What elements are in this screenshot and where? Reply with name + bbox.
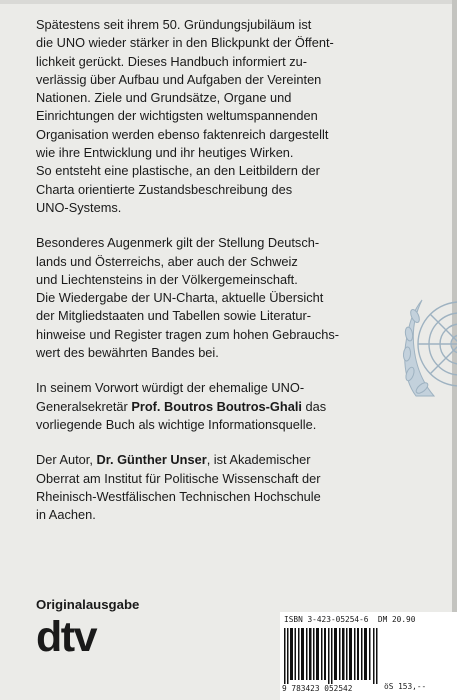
text-line: in Aachen. [36, 507, 96, 523]
text-line: und Liechtensteins in der Völkergemeinschaft. [36, 271, 298, 287]
edition-label: Originalausgabe [36, 597, 140, 612]
text-line: Nationen. Ziele und Grundsätze, Organe und [36, 90, 292, 106]
text-line: So entsteht eine plastische, an den Leitbildern der [36, 163, 320, 179]
blurb-paragraph-2 [36, 234, 436, 362]
blurb-text [36, 16, 436, 541]
text-run: Generalsekretär [36, 398, 132, 414]
isbn-line [284, 615, 415, 624]
isbn-label: ISBN 3-423-05254-6 [284, 615, 369, 624]
text-line: Einrichtungen der wichtigsten weltumspannenden [36, 108, 318, 124]
text-line: UNO-Systems. [36, 199, 122, 215]
blurb-paragraph-4 [36, 451, 436, 524]
text-line: wie ihre Entwicklung und ihr heutiges Wirken. [36, 145, 294, 161]
text-line: Oberrat am Institut für Politische Wissenschaft der [36, 470, 321, 486]
author-name: Dr. Günther Unser [96, 452, 207, 468]
dtv-logo: dtv [36, 613, 96, 661]
text-line: lands und Österreichs, aber auch der Schweiz [36, 253, 298, 269]
text-run: das [301, 398, 327, 414]
barcode-icon [282, 628, 380, 684]
text-line: Organisation werden ebenso faktenreich dargestellt [36, 126, 329, 142]
text-run: , ist Akademischer [206, 452, 311, 468]
text-line: Besonderes Augenmerk gilt der Stellung Deutsch- [36, 235, 320, 251]
text-line: Spätestens seit ihrem 50. Gründungsjubiläum ist [36, 17, 312, 32]
price-code: öS 153,-- [384, 682, 427, 691]
text-line: lichkeit gerückt. Dieses Handbuch informiert zu- [36, 53, 307, 69]
un-emblem-graphic [398, 268, 457, 420]
text-line: verlässig über Aufbau und Aufgaben der Vereinten [36, 71, 322, 87]
barcode-number: 9 783423 052542 [282, 684, 353, 693]
text-line: der Mitgliedstaaten und Tabellen sowie Literatur- [36, 308, 312, 324]
blurb-paragraph-1 [36, 16, 436, 217]
text-line: vorliegende Buch als wichtige Informationsquelle. [36, 416, 317, 432]
text-run: Der Autor, [36, 452, 97, 468]
text-line: Charta orientierte Zustandsbeschreibung des [36, 181, 293, 197]
text-line: hinweise und Register tragen zum hohen Gebrauchs- [36, 326, 340, 342]
text-line [36, 398, 436, 416]
text-line: wert des bewährten Bandes bei. [36, 345, 219, 361]
preface-author-name: Prof. Boutros Boutros-Ghali [131, 398, 302, 414]
barcode-block [280, 612, 457, 700]
price-label: DM 20.90 [377, 615, 416, 624]
text-line: Die Wiedergabe der UN-Charta, aktuelle Übersicht [36, 290, 324, 306]
top-edge [0, 0, 457, 4]
text-line [36, 451, 436, 469]
text-line: Rheinisch-Westfälischen Technischen Hochschule [36, 488, 321, 504]
blurb-paragraph-3 [36, 379, 436, 434]
un-emblem-icon [398, 268, 457, 420]
text-line: die UNO wieder stärker in den Blickpunkt der Öffent- [36, 35, 334, 51]
text-line: In seinem Vorwort würdigt der ehemalige UNO- [36, 380, 305, 396]
